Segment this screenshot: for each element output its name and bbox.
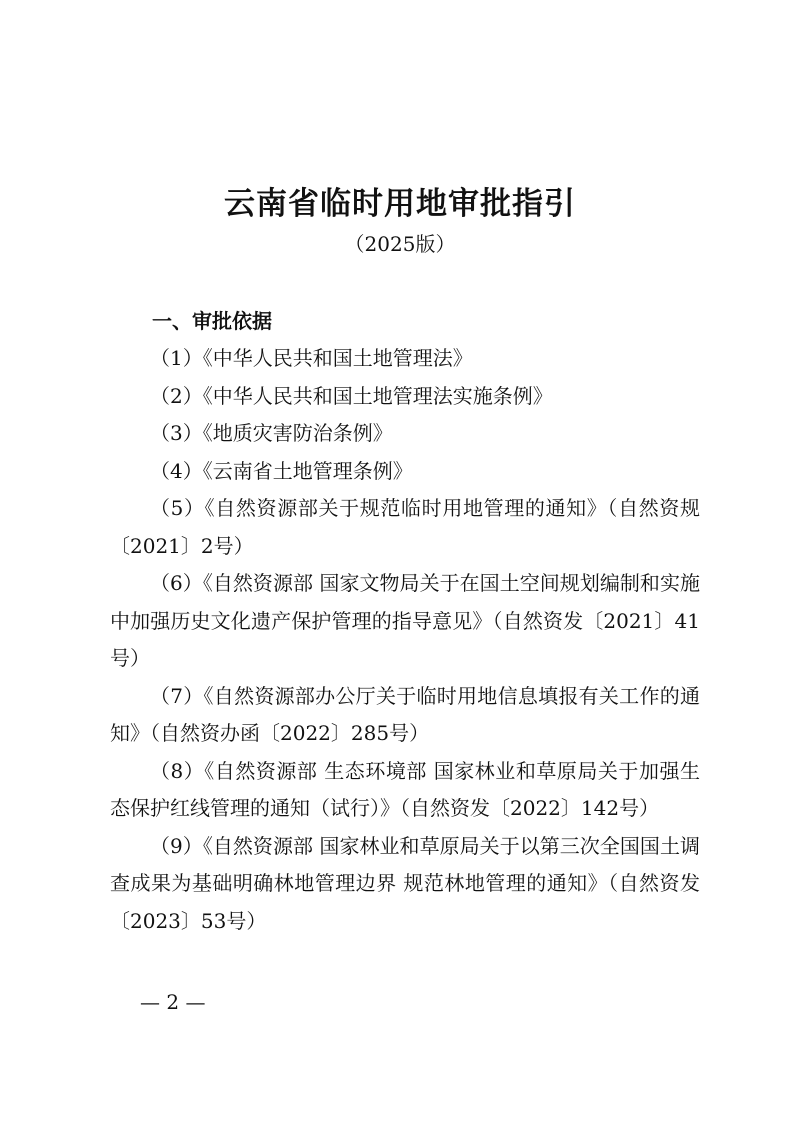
list-item: （2）《中华人民共和国土地管理法实施条例》 [150,383,553,408]
document-subtitle: （2025版） [344,232,456,256]
list-item: （3）《地质灾害防治条例》 [150,421,393,445]
list-item: （6）《自然资源部 国家文物局关于在国土空间规划编制和实施中加强历史文化遗产保护管理的指导意见》（自然资发〔2021〕41号） [110,571,700,670]
list-item: （4）《云南省土地管理条例》 [150,458,413,483]
legal-basis-list [110,340,700,940]
page-number: — 2 — [140,990,206,1014]
list-item: （1）《中华人民共和国土地管理法》 [150,346,473,370]
document-title: 云南省临时用地审批指引 [224,186,576,222]
list-item: （7）《自然资源部办公厅关于临时用地信息填报有关工作的通知》（自然资办函〔2022〕285号） [110,683,700,745]
list-item: （5）《自然资源部关于规范临时用地管理的通知》（自然资规〔2021〕2号） [110,496,700,558]
section-heading: 一、审批依据 [152,309,272,333]
list-item: （9）《自然资源部 国家林业和草原局关于以第三次全国国土调查成果为基础明确林地管理边界 规范林地管理的通知》（自然资发〔2023〕53号） [110,833,700,933]
list-item: （8）《自然资源部 生态环境部 国家林业和草原局关于加强生态保护红线管理的通知（试行）》（自然资发〔2022〕142号） [110,758,700,820]
